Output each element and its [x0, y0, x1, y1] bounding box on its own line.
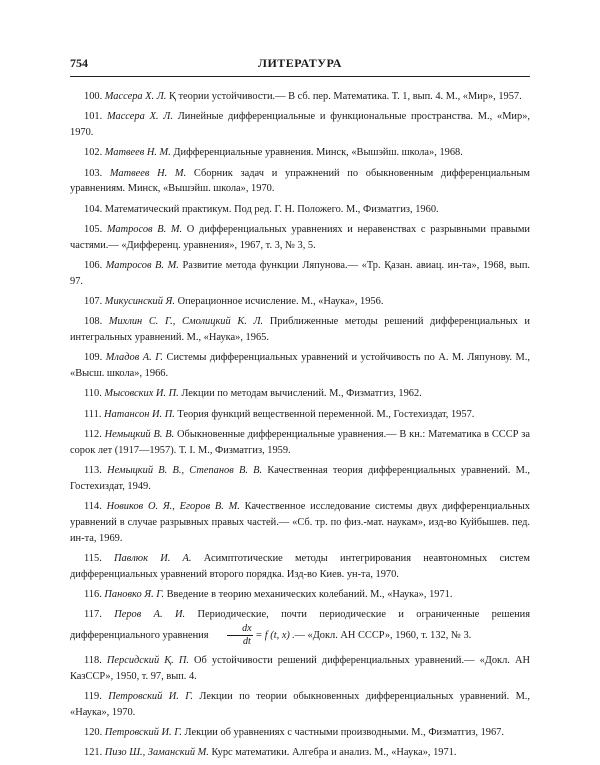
- reference-item: 107. Микусинский Я. Операционное исчисление. М., «Наука», 1956.: [84, 296, 384, 308]
- page-number: 754: [70, 56, 88, 70]
- reference-item: 108. Михлин С. Г., Смолицкий К. Л. Приближенные методы решений дифференциальных и интегральных уравнений. М., «Наука», 1965.: [70, 316, 530, 344]
- reference-item: 105. Матросов В. М. О дифференциальных уравнениях и неравенствах с разрывными правыми частями.— «Дифференц. уравнения», 1967, т. 3, № 3, 5.: [70, 223, 530, 251]
- reference-item: 115. Павлюк И. А. Асимптотические методы интегрирования неавтономных систем дифференциальных уравнений второго порядка. Изд-во Киев. ун-та, 1970.: [70, 553, 530, 581]
- reference-item: 101. Массера Х. Л. Линейные дифференциальные и функциональные пространства. М., «Мир», 1970.: [70, 111, 530, 139]
- reference-item-with-formula: 117. Перов А. И. Периодические, почти периодические и ограниченные решения дифференциального уравнения $\frac{dx}{dt}$ = f (t, x) .— «Докл. АН СССР», 1960, т. 132, № 3.: [70, 609, 530, 648]
- reference-item: 113. Немыцкий В. В., Степанов В. В. Качественная теория дифференциальных уравнений. М., Гостехиздат, 1949.: [70, 464, 531, 492]
- reference-item: 100. Массера Х. Л. Қ теории устойчивости.— В сб. пер. Математика. Т. 1, вып. 4. М., «Мир», 1957.: [84, 91, 522, 102]
- fraction-denominator: dt: [242, 636, 251, 648]
- reference-item: 118. Персидский Қ. П. Об устойчивости решений дифференциальных уравнений.— «Докл. АН КазССР», 1950, т. 97, вып. 4.: [70, 654, 530, 682]
- reference-item: 114. Новиков О. Я., Егоров В. М. Качественное исследование системы двух дифференциальных уравнений в случае разрывных правых частей.— «Сб. тр. по физ.-мат. наукам», изд-во Куйбышев. пед. ин-та, 1969.: [70, 501, 530, 544]
- fraction-numerator: dx: [227, 623, 252, 636]
- page-header: [70, 56, 530, 77]
- reference-item: 121. Пизо Ш., Заманский М. Курс математики. Алгебра и анализ. М., «Наука», 1971.: [84, 747, 457, 759]
- reference-item: 102. Матвеев Н. М. Дифференциальные уравнения. Минск, «Вышэйш. школа», 1968.: [84, 147, 463, 159]
- reference-item: 109. Младов А. Г. Системы дифференциальных уравнений и устойчивость по А. М. Ляпунову. М., «Высш. школа», 1966.: [70, 352, 530, 380]
- reference-item: 103. Матвеев Н. М. Сборник задач и упражнений по обыкновенным дифференциальным уравнениям. Минск, «Вышэйш. школа», 1970.: [70, 167, 530, 195]
- differential-equation-formula: [213, 623, 290, 648]
- running-head: ЛИТЕРАТУРА: [258, 56, 342, 70]
- reference-item: 104. Математический практикум. Под ред. Г. Н. Положего. М., Физматгиз, 1960.: [84, 203, 439, 215]
- reference-item: 110. Мысовских И. П. Лекции по методам вычислений. М., Физматгиз, 1962.: [84, 388, 422, 400]
- reference-item: 116. Пановко Я. Г. Введение в теорию механических колебаний. М., «Наука», 1971.: [84, 589, 453, 601]
- book-page: [70, 56, 530, 765]
- derivative-fraction: [227, 623, 252, 648]
- formula-right-side: = f (t, x): [255, 630, 290, 642]
- reference-item: 106. Матросов В. М. Развитие метода функции Ляпунова.— «Тр. Қазан. авиац. ин-та», 1968, вып. 97.: [70, 259, 530, 287]
- reference-item: 112. Немыцкий В. В. Обыкновенные дифференциальные уравнения.— В кн.: Математика в СССР за сорок лет (1917—1957). Т. I. М., Физматгиз, 1959.: [70, 428, 530, 456]
- reference-item: 119. Петровский И. Г. Лекции по теории обыкновенных дифференциальных уравнений. М., «Наука», 1970.: [70, 690, 530, 718]
- reference-list: [70, 89, 530, 761]
- reference-item: 120. Петровский И. Г. Лекции об уравнениях с частными производными. М., Физматгиз, 1967.: [84, 726, 504, 738]
- reference-item: 111. Натансон И. П. Теория функций вещественной переменной. М., Гостехиздат, 1957.: [84, 408, 475, 420]
